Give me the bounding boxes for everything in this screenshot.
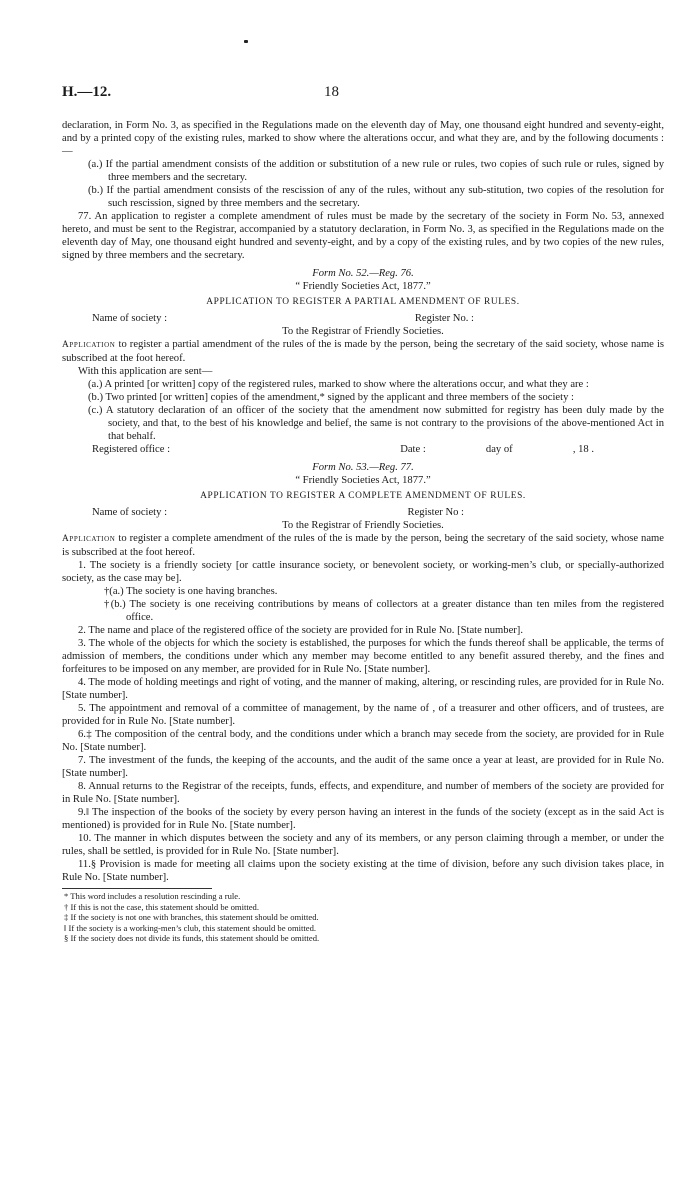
footnote: ‡ If the society is not one with branches, this statement should be omitted. bbox=[64, 912, 319, 922]
form-53-application: Application to register a complete amendment of the rules of the is made by the person, being the secretary of the said society, whose name is subscribed at the foot hereof. bbox=[62, 533, 664, 558]
page-body bbox=[62, 119, 664, 944]
society-name-label: Name of society : bbox=[92, 507, 168, 518]
form-53-act: “ Friendly Societies Act, 1877.” bbox=[295, 475, 431, 486]
form-53-clause-3: 3. The whole of the objects for which the society is established, the purposes for which the funds thereof shall be applicable, the terms of admission of members, the conditions under which any member may become entitled to any benefit assured thereby, and the fines and forfeitures to be imposed on any member, are provided for in Rule No. [State number]. bbox=[62, 638, 664, 675]
form-53-clause-1a: †(a.) The society is one having branches. bbox=[104, 586, 278, 597]
paragraph-77: 77. An application to register a complete amendment of rules must be made by the secretary of the society in Form No. 53, annexed hereto, and must be sent to the Registrar, accompanied by a statutory declaration, in Form No. 3, as specified in the Regulations made on the eleventh day of May, one thousand eight hundred and seventy-eight, and by a copy of the existing rules, and by two copies of the new rules, signed by three members and the secretary. bbox=[62, 211, 664, 261]
form-53-clause-9: 9.‖ The inspection of the books of the society by every person having an interest in the funds of the society (except as in the said Act is mentioned) is provided for in Rule No. [State number]. bbox=[62, 807, 664, 831]
item-text: If the partial amendment consists of the addition or substitution of a new rule or rules, two copies of such rule or rules, signed by three members and the secretary. bbox=[105, 159, 664, 183]
form-53-clause-4: 4. The mode of holding meetings and right of voting, and the manner of making, altering, or rescinding rules, are provided for in Rule No. [State number]. bbox=[62, 677, 664, 701]
form-52-addressee: To the Registrar of Friendly Societies. bbox=[282, 326, 444, 337]
form-53-title: Form No. 53.—Reg. 77. bbox=[312, 462, 414, 473]
form-52-item-b: (b.) Two printed [or written] copies of the amendment,* signed by the applicant and three members of the society : bbox=[88, 392, 574, 403]
document-number: H.—12. bbox=[62, 84, 112, 100]
form-52-item-a: (a.) A printed [or written] copy of the registered rules, marked to show where the alterations occur, and what they are : bbox=[88, 379, 589, 390]
stray-mark bbox=[244, 40, 248, 43]
register-number-label: Register No. : bbox=[414, 313, 474, 324]
form-53-clause-6: 6.‡ The composition of the central body, and the conditions under which a branch may secede from the society, are provided for in Rule No. [State number]. bbox=[62, 729, 664, 753]
society-name-label: Name of society : bbox=[92, 313, 168, 324]
form-52-act: “ Friendly Societies Act, 1877.” bbox=[295, 281, 431, 292]
form-52-enclosures: With this application are sent— bbox=[78, 366, 213, 377]
form-52-name-row bbox=[62, 312, 664, 325]
register-number-label: Register No : bbox=[407, 507, 464, 518]
footnote: † If this is not the case, this statement should be omitted. bbox=[64, 901, 260, 912]
application-lead: Application bbox=[62, 340, 116, 350]
item-label: (b.) bbox=[88, 185, 104, 196]
form-52-item-c: (c.) A statutory declaration of an officer of the society that the amendment now submitted for registry has been duly made by the society, and that, to the best of his knowledge and belief, the same is not contrary to the provisions of the above-mentioned Act in that behalf. bbox=[88, 405, 664, 442]
intro-item-b bbox=[62, 184, 664, 210]
form-53-clause-7: 7. The investment of the funds, the keeping of the accounts, and the audit of the same once a year at least, are provided for in Rule No. [State number]. bbox=[62, 755, 664, 779]
item-text: If the partial amendment consists of the rescission of any of the rules, without any sub-stitution, two copies of the resolution for such rescission, signed by three members and the secretary. bbox=[106, 185, 664, 209]
form-53-name-row bbox=[62, 506, 664, 519]
intro-item-a bbox=[62, 158, 664, 184]
footnotes bbox=[62, 891, 664, 944]
footnote: * This word includes a resolution rescinding a rule. bbox=[64, 891, 241, 901]
form-53-clause-10: 10. The manner in which disputes between the society and any of its members, or any person claiming through a member, or under the rules, shall be settled, is provided for in Rule No. [State number]. bbox=[62, 833, 664, 857]
day-of-label: day of bbox=[485, 444, 513, 455]
form-53-clause-1: 1. The society is a friendly society [or cattle insurance society, or benevolent society, or working-men’s club, or specially-authorized society, as the case may be]. bbox=[62, 560, 664, 584]
declaration-paragraph: declaration, in Form No. 3, as specified in the Regulations made on the eleventh day of May, one thousand eight hundred and seventy-eight, and by a printed copy of the existing rules, marked to show where the alterations occur, and what they are, and by the following documents :— bbox=[62, 120, 664, 157]
page-header bbox=[62, 86, 664, 106]
footnote: ‖ If the society is a working-men’s club, this statement should be omitted. bbox=[64, 922, 317, 933]
form-53-heading: APPLICATION TO REGISTER A COMPLETE AMENDMENT OF RULES. bbox=[200, 491, 526, 501]
form-53-clause-2: 2. The name and place of the registered office of the society are provided for in Rule No. [State number]. bbox=[78, 625, 523, 636]
form-53-clause-1b: †(b.) The society is one receiving contributions by means of collectors at a greater distance than ten miles from the registered office. bbox=[104, 599, 664, 623]
registered-office-label: Registered office : bbox=[92, 444, 171, 455]
form-52-office-row bbox=[62, 443, 664, 456]
page-number: 18 bbox=[324, 84, 339, 100]
item-label: (a.) bbox=[88, 159, 103, 170]
form-53-clause-5: 5. The appointment and removal of a committee of management, by the name of , of a treasurer and other officers, and of trustees, are provided for in Rule No. [State number]. bbox=[62, 703, 664, 727]
year-label: , 18 . bbox=[572, 444, 594, 455]
form-53-clause-11: 11.§ Provision is made for meeting all claims upon the society existing at the time of division, before any such division takes place, in Rule No. [State number]. bbox=[62, 859, 664, 883]
form-52-application: Application to register a partial amendment of the rules of the is made by the person, being the secretary of the said society, whose name is subscribed at the foot hereof. bbox=[62, 339, 665, 364]
form-53-clause-8: 8. Annual returns to the Registrar of the receipts, funds, effects, and expenditure, and number of members of the society are provided for in Rule No. [State number]. bbox=[62, 781, 664, 805]
date-label: Date : bbox=[400, 444, 426, 455]
footnote-rule bbox=[62, 888, 212, 889]
form-52-title: Form No. 52.—Reg. 76. bbox=[312, 268, 414, 279]
footnote: § If the society does not divide its funds, this statement should be omitted. bbox=[64, 933, 320, 943]
form-52-heading: APPLICATION TO REGISTER A PARTIAL AMENDMENT OF RULES. bbox=[206, 297, 520, 307]
form-53-addressee: To the Registrar of Friendly Societies. bbox=[282, 520, 444, 531]
